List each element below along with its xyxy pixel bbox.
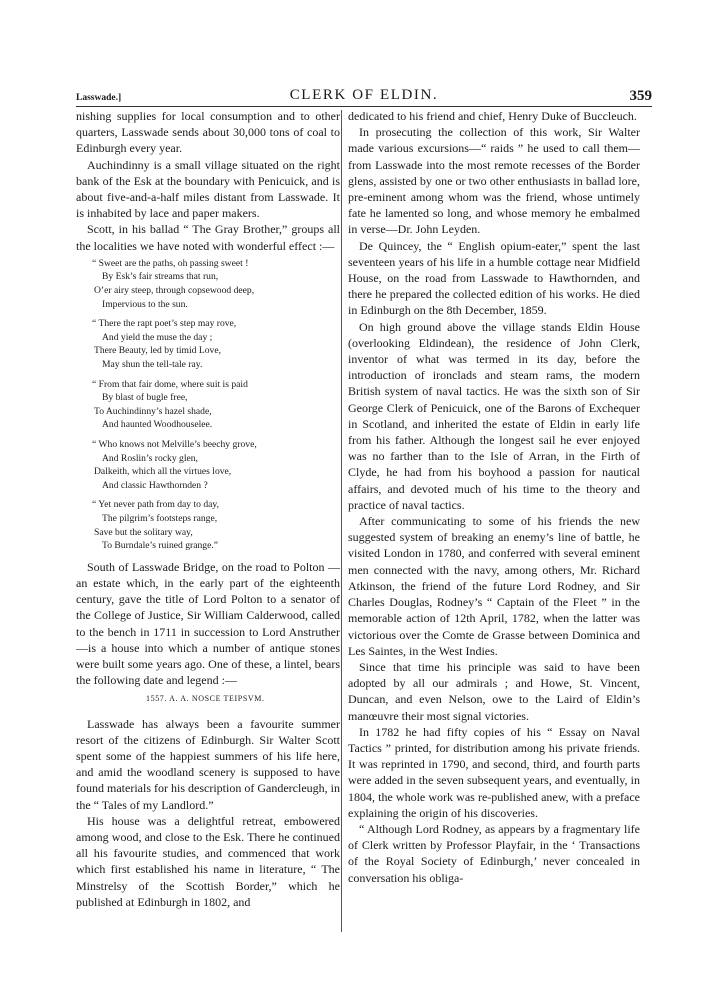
verse-line: Save but the solitary way,: [94, 526, 193, 538]
verse-line: Dalkeith, which all the virtues love,: [94, 466, 232, 478]
paragraph: Scott, in his ballad “ The Gray Brother,” groups all the localities we have noted with wonderful effect :—: [76, 222, 340, 253]
paragraph: On high ground above the village stands Eldin House (overlooking Eldindean), the residence of John Clerk, inventor of what was termed in its day, before the introduction of ironclads and steam rams, the modern British system of naval tactics. He was the sixth son of Sir George Clerk of Penicuick, one of the Barons of Exchequer in Scotland, and inherited the estate of Eldin in early life from his father. Although the longest sail he ever enjoyed was no farther than to the Isle of Arran, in the Firth of Clyde, he had from his boyhood a passion for nautical affairs, and devoted much of his time to the theory and practice of naval tactics.: [348, 319, 640, 512]
verse-line: May shun the tell-tale ray.: [102, 358, 203, 370]
stanza: [76, 378, 340, 432]
verse-line: “ Who knows not Melville’s beechy grove,: [92, 438, 257, 450]
running-header: [76, 84, 652, 107]
verse-line: To Auchindinny’s hazel shade,: [94, 405, 212, 417]
verse-line: By blast of bugle free,: [102, 392, 188, 404]
right-column: [348, 108, 640, 886]
verse-line: And yield the muse the day ;: [102, 331, 213, 343]
stanza: [76, 438, 340, 492]
verse-line: “ Yet never path from day to day,: [92, 499, 219, 511]
verse-line: “ Sweet are the paths, oh passing sweet !: [92, 257, 249, 269]
stanza: [76, 498, 340, 552]
verse-line: Impervious to the sun.: [102, 298, 188, 310]
paragraph: South of Lasswade Bridge, on the road to Polton —an estate which, in the early part of the eighteenth century, gave the title of Lord Polton to a senator of the College of Justice, Sir William Calderwood, called to the bench in 1711 in succession to Lord Anstruther—is a house into which a number of antique stones were built some years ago. One of these, a lintel, bears the following date and legend :—: [76, 559, 340, 688]
paragraph: nishing supplies for local consumption and to other quarters, Lasswade sends about 30,000 tons of coal to Edinburgh every year.: [76, 109, 340, 156]
paragraph: In 1782 he had fifty copies of his “ Essay on Naval Tactics ” printed, for distribution among his private friends. It was reprinted in 1790, and second, third, and fourth parts were added in the seven subsequent years, and eventually, in 1804, the whole work was re-published anew, with a preface explaining the origin of his discoveries.: [348, 724, 640, 820]
verse-line: “ There the rapt poet’s step may rove,: [92, 318, 237, 330]
paragraph: “ Although Lord Rodney, as appears by a fragmentary life of Clerk written by Professor Playfair, in the ‘ Transactions of the Royal Society of Edinburgh,’ never concealed in conversation his obliga-: [348, 821, 640, 885]
paragraph: In prosecuting the collection of this work, Sir Walter made various excursions—“ raids ” he used to call them—from Lasswade into the most remote recesses of the Border glens, assisted by one or two other enthusiasts in ballad lore, pre-eminent among whom was the friend, whose untimely fate he lamented so long, and whose memory he embalmed in verse—Dr. John Leyden.: [348, 125, 640, 237]
verse-line: “ From that fair dome, where suit is paid: [92, 378, 248, 390]
page-number: 359: [629, 88, 652, 104]
stanza: [76, 317, 340, 371]
paragraph: After communicating to some of his friends the new suggested system of breaking an enemy’s line of battle, he visited London in 1780, and conferred with several eminent men connected with the navy, among others, Mr. Richard Atkinson, the friend of the future Lord Rodney, and Sir Charles Douglas, Rodney’s “ Captain of the Fleet ” in the memorable action of 12th April, 1782, when the latter was victorious over the Comte de Grasse between Dominica and Les Saintes, in the West Indies.: [348, 514, 640, 658]
verse-line: By Esk’s fair streams that run,: [102, 271, 219, 283]
paragraph: De Quincey, the “ English opium-eater,” spent the last seventeen years of his life in a humble cottage near Midfield House, on the road from Lasswade to Hawthornden, and there he prepared the collected edition of his works. He died in Edinburgh on the 8th December, 1859.: [348, 238, 640, 318]
verse-line: The pilgrim’s footsteps range,: [102, 512, 218, 524]
section-label: Lasswade.]: [76, 93, 122, 103]
lintel-inscription: 1557. A. A. NOSCE TEIPSVM.: [146, 694, 265, 704]
paragraph: His house was a delightful retreat, embowered among wood, and close to the Esk. There he continued all his favourite studies, and commenced that work which first established his name in literature, “ The Minstrelsy of the Scottish Border,” which he published at Edinburgh in 1802, and: [76, 813, 340, 909]
verse-line: And classic Hawthornden ?: [102, 479, 208, 491]
verse-line: And Roslin’s rocky glen,: [102, 452, 198, 464]
column-divider: [341, 110, 342, 932]
left-column: [76, 108, 340, 910]
page-title: CLERK OF ELDIN.: [289, 87, 439, 103]
verse-line: To Burndale’s ruined grange.”: [102, 540, 219, 552]
paragraph: dedicated to his friend and chief, Henry Duke of Buccleuch.: [348, 109, 637, 123]
paragraph: Since that time his principle was said to have been adopted by all our admirals ; and Howe, St. Vincent, Duncan, and even Nelson, owe to the Laird of Eldin’s manœuvre their most signal victories.: [348, 659, 640, 723]
ballad-verse: [76, 257, 340, 553]
paragraph: Lasswade has always been a favourite summer resort of the citizens of Edinburgh. Sir Walter Scott spent some of the happiest summers of his life here, and amid the woodland scenery is supposed to have found materials for his description of Gandercleugh, in the “ Tales of my Landlord.”: [76, 716, 340, 812]
verse-line: And haunted Woodhouselee.: [102, 419, 213, 431]
paragraph: Auchindinny is a small village situated on the right bank of the Esk at the boundary with Penicuick, and is about five-and-a-half miles distant from Lasswade. It is inhabited by lace and paper makers.: [76, 157, 340, 221]
stanza: [76, 257, 340, 311]
verse-line: There Beauty, led by timid Love,: [94, 345, 221, 357]
verse-line: O’er airy steep, through copsewood deep,: [94, 285, 255, 297]
